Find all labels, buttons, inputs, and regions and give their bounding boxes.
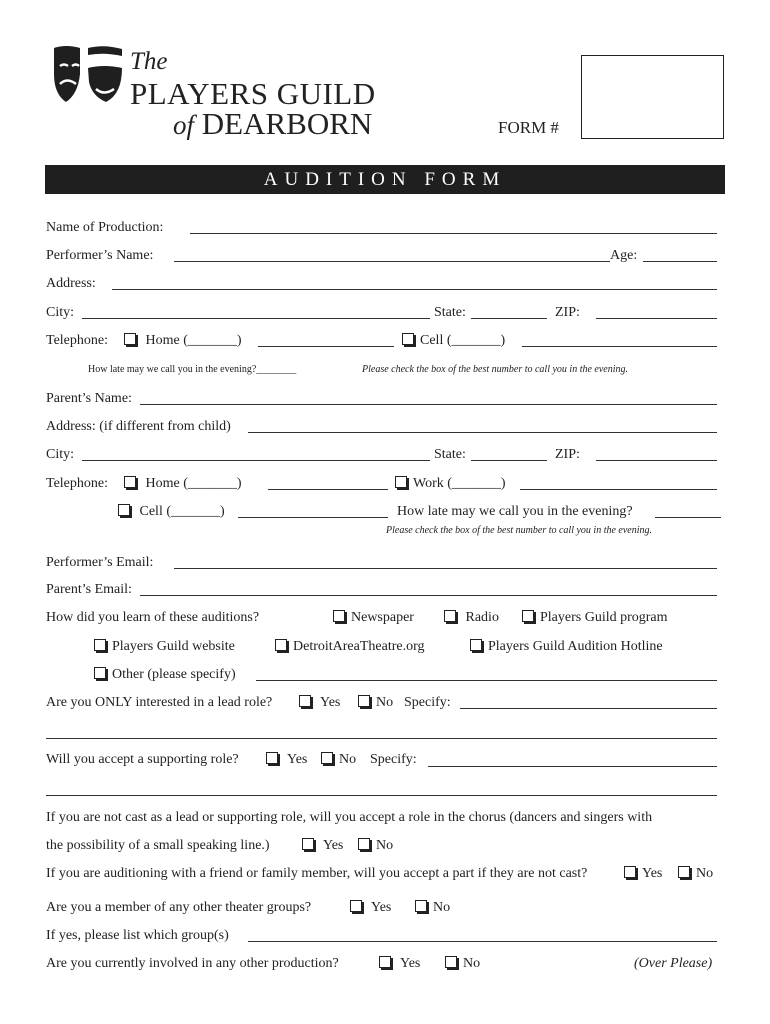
detroit-checkbox[interactable] xyxy=(275,639,287,651)
home-label: Home (_______) xyxy=(145,333,242,348)
support-no-option[interactable] xyxy=(321,752,356,768)
address-field[interactable] xyxy=(112,289,717,290)
member-no-option[interactable] xyxy=(415,900,450,916)
lead-no-checkbox[interactable] xyxy=(358,695,370,707)
support-specify-field[interactable] xyxy=(428,766,717,767)
friend-no-option[interactable] xyxy=(678,866,713,882)
member-yes-label: Yes xyxy=(370,900,392,915)
support-yes-checkbox[interactable] xyxy=(266,752,278,764)
chorus-yes-option[interactable] xyxy=(302,838,343,854)
list-groups-label: If yes, please list which group(s) xyxy=(46,928,229,943)
other-option[interactable] xyxy=(94,667,236,683)
program-checkbox[interactable] xyxy=(522,610,534,622)
lead-yes-checkbox[interactable] xyxy=(299,695,311,707)
other-label: Other (please specify) xyxy=(112,667,236,682)
parent-call-late-label: How late may we call you in the evening? xyxy=(397,504,633,519)
lead-no-label: No xyxy=(376,695,394,710)
parent-work-label: Work (_______) xyxy=(413,476,506,491)
support-specify-field-2[interactable] xyxy=(46,795,717,796)
parent-work-option[interactable] xyxy=(395,476,506,492)
friend-yes-checkbox[interactable] xyxy=(624,866,636,878)
newspaper-option[interactable] xyxy=(333,610,414,626)
check-best-note: Please check the box of the best number to call you in the evening. xyxy=(362,364,629,375)
logo-of: of xyxy=(173,110,195,140)
parent-email-field[interactable] xyxy=(140,595,717,596)
parent-telephone-label: Telephone: xyxy=(46,476,108,491)
form-number-label: FORM # xyxy=(498,118,559,137)
parent-cell-option[interactable] xyxy=(118,504,225,520)
radio-option[interactable] xyxy=(444,610,499,626)
support-no-checkbox[interactable] xyxy=(321,752,333,764)
support-specify-label: Specify: xyxy=(370,752,417,767)
parent-home-label: Home (_______) xyxy=(145,476,242,491)
parent-call-late-field[interactable] xyxy=(655,517,721,518)
performer-name-label: Performer’s Name: xyxy=(46,248,154,263)
lead-specify-field[interactable] xyxy=(460,708,717,709)
parent-zip-label: ZIP: xyxy=(555,447,580,462)
call-late-label: How late may we call you in the evening?________ xyxy=(88,364,297,375)
other-field[interactable] xyxy=(256,680,717,681)
audition-form-banner: AUDITION FORM xyxy=(45,165,725,194)
parent-home-option[interactable] xyxy=(124,476,242,492)
parent-cell-checkbox[interactable] xyxy=(118,504,130,516)
parent-work-checkbox[interactable] xyxy=(395,476,407,488)
production-field[interactable] xyxy=(190,233,717,234)
chorus-yes-label: Yes xyxy=(322,838,344,853)
current-no-label: No xyxy=(463,956,481,971)
address-label: Address: xyxy=(46,276,96,291)
cell-checkbox[interactable] xyxy=(402,333,414,345)
hotline-label: Players Guild Audition Hotline xyxy=(488,639,663,654)
list-groups-field[interactable] xyxy=(248,941,717,942)
current-yes-option[interactable] xyxy=(379,956,420,972)
newspaper-label: Newspaper xyxy=(351,610,414,625)
current-no-checkbox[interactable] xyxy=(445,956,457,968)
parent-zip-field[interactable] xyxy=(596,460,717,461)
member-no-label: No xyxy=(433,900,451,915)
friend-no-checkbox[interactable] xyxy=(678,866,690,878)
hotline-option[interactable] xyxy=(470,639,663,655)
performer-email-label: Performer’s Email: xyxy=(46,555,154,570)
detroit-label: DetroitAreaTheatre.org xyxy=(293,639,425,654)
state-field[interactable] xyxy=(471,318,547,319)
performer-email-field[interactable] xyxy=(174,568,717,569)
parent-address-field[interactable] xyxy=(248,432,717,433)
logo-dearborn-text: DEARBORN xyxy=(201,106,373,141)
logo-players-guild: PLAYERS GUILD xyxy=(130,76,376,111)
detroit-option[interactable] xyxy=(275,639,425,655)
parent-name-field[interactable] xyxy=(140,404,717,405)
performer-name-field[interactable] xyxy=(174,261,610,262)
friend-yes-label: Yes xyxy=(642,866,663,881)
support-no-label: No xyxy=(339,752,357,767)
city-field[interactable] xyxy=(82,318,430,319)
member-question: Are you a member of any other theater groups? xyxy=(46,900,312,915)
lead-specify-label: Specify: xyxy=(404,695,451,710)
zip-label: ZIP: xyxy=(555,305,580,320)
parent-check-best-note: Please check the box of the best number to call you in the evening. xyxy=(386,525,653,536)
support-yes-label: Yes xyxy=(286,752,308,767)
friend-no-label: No xyxy=(696,866,714,881)
parent-home-field[interactable] xyxy=(268,489,388,490)
other-checkbox[interactable] xyxy=(94,667,106,679)
current-yes-label: Yes xyxy=(399,956,421,971)
theatre-masks-icon xyxy=(52,44,132,106)
program-option[interactable] xyxy=(522,610,668,626)
friend-yes-option[interactable] xyxy=(624,866,662,882)
chorus-yes-checkbox[interactable] xyxy=(302,838,314,850)
age-label: Age: xyxy=(610,248,638,263)
zip-field[interactable] xyxy=(596,318,717,319)
city-label: City: xyxy=(46,305,75,320)
website-checkbox[interactable] xyxy=(94,639,106,651)
parent-cell-field[interactable] xyxy=(238,517,388,518)
parent-city-field[interactable] xyxy=(82,460,430,461)
friend-question: If you are auditioning with a friend or family member, will you accept a part if they are not cast? xyxy=(46,866,588,881)
parent-home-checkbox[interactable] xyxy=(124,476,136,488)
parent-email-label: Parent’s Email: xyxy=(46,582,132,597)
current-no-option[interactable] xyxy=(445,956,480,972)
current-yes-checkbox[interactable] xyxy=(379,956,391,968)
parent-work-field[interactable] xyxy=(520,489,717,490)
lead-specify-field-2[interactable] xyxy=(46,738,717,739)
radio-label: Radio xyxy=(465,610,499,625)
radio-checkbox[interactable] xyxy=(444,610,456,622)
newspaper-checkbox[interactable] xyxy=(333,610,345,622)
home-phone-option[interactable] xyxy=(124,333,242,349)
chorus-no-label: No xyxy=(376,838,394,853)
chorus-no-checkbox[interactable] xyxy=(358,838,370,850)
chorus-no-option[interactable] xyxy=(358,838,393,854)
chorus-question-line2: the possibility of a small speaking line.) xyxy=(46,838,270,853)
hotline-checkbox[interactable] xyxy=(470,639,482,651)
member-no-checkbox[interactable] xyxy=(415,900,427,912)
lead-no-option[interactable] xyxy=(358,695,393,711)
support-role-question: Will you accept a supporting role? xyxy=(46,752,239,767)
parent-state-label: State: xyxy=(434,447,466,462)
support-yes-option[interactable] xyxy=(266,752,307,768)
state-label: State: xyxy=(434,305,466,320)
lead-yes-option[interactable] xyxy=(299,695,340,711)
parent-cell-label: Cell (_______) xyxy=(139,504,225,519)
age-field[interactable] xyxy=(643,261,717,262)
parent-state-field[interactable] xyxy=(471,460,547,461)
member-yes-option[interactable] xyxy=(350,900,391,916)
logo-the: The xyxy=(130,48,168,75)
lead-role-question: Are you ONLY interested in a lead role? xyxy=(46,695,273,710)
parent-address-label: Address: (if different from child) xyxy=(46,419,231,434)
cell-phone-field[interactable] xyxy=(522,346,717,347)
website-label: Players Guild website xyxy=(112,639,235,654)
production-label: Name of Production: xyxy=(46,220,164,235)
learn-question: How did you learn of these auditions? xyxy=(46,610,260,625)
chorus-question-line1: If you are not cast as a lead or supporting role, will you accept a role in the chorus (dancers and singers with xyxy=(46,810,653,825)
home-phone-field[interactable] xyxy=(258,346,394,347)
website-option[interactable] xyxy=(94,639,235,655)
telephone-label: Telephone: xyxy=(46,333,108,348)
parent-city-label: City: xyxy=(46,447,75,462)
cell-label: Cell (_______) xyxy=(420,333,506,348)
parent-name-label: Parent’s Name: xyxy=(46,391,132,406)
over-please-note: (Over Please) xyxy=(634,956,713,971)
cell-phone-option[interactable] xyxy=(402,333,505,349)
form-number-box[interactable] xyxy=(581,55,724,139)
logo-dearborn xyxy=(173,106,372,142)
current-production-question: Are you currently involved in any other production? xyxy=(46,956,339,971)
lead-yes-label: Yes xyxy=(319,695,341,710)
member-yes-checkbox[interactable] xyxy=(350,900,362,912)
home-checkbox[interactable] xyxy=(124,333,136,345)
program-label: Players Guild program xyxy=(540,610,668,625)
